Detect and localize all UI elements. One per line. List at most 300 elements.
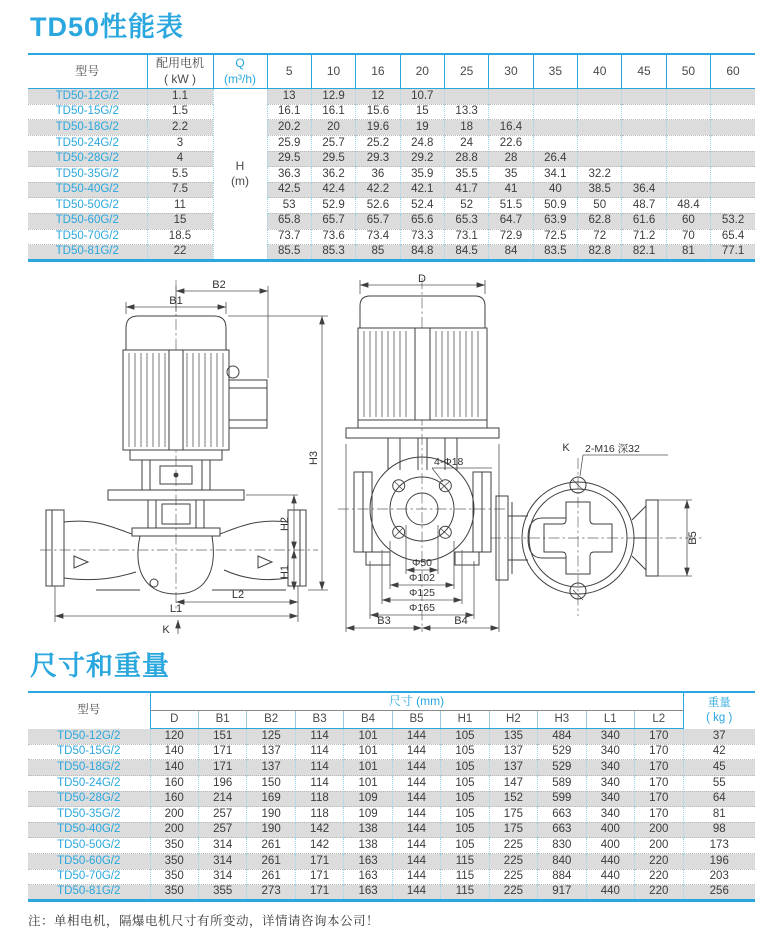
model-cell: TD50-81G/2 [28, 885, 150, 901]
head-value-cell [622, 89, 666, 105]
table-row [28, 198, 755, 214]
head-value-cell: 84.8 [400, 245, 444, 261]
dimension-value-cell: 138 [344, 838, 392, 854]
head-unit-cell [213, 89, 267, 261]
table-row [28, 854, 755, 870]
dimension-value-cell: 144 [392, 744, 440, 760]
model-cell: TD50-15G/2 [28, 104, 147, 120]
motor-kw-cell: 15 [147, 213, 213, 229]
head-value-cell [533, 120, 577, 136]
dimension-value-cell: 257 [198, 807, 246, 823]
head-value-cell: 53.2 [711, 213, 755, 229]
head-value-cell: 52 [444, 198, 488, 214]
dimension-column-header: D [150, 711, 198, 729]
dimension-value-cell: 220 [635, 885, 683, 901]
dim-label-h1: H1 [279, 564, 291, 579]
dimension-value-cell: 314 [198, 838, 246, 854]
head-value-cell: 42.5 [267, 182, 311, 198]
dimension-value-cell: 114 [295, 760, 343, 776]
dim-label-dia165: Φ165 [409, 601, 435, 614]
dimension-value-cell: 115 [441, 869, 489, 885]
head-value-cell: 84 [489, 245, 533, 261]
head-value-cell: 71.2 [622, 229, 666, 245]
weight-value-cell: 45 [683, 760, 755, 776]
motor-column-header [147, 54, 213, 89]
dimension-value-cell: 175 [489, 822, 537, 838]
flow-rate-header: 60 [711, 54, 755, 89]
motor-kw-cell: 3 [147, 135, 213, 151]
flow-rate-header: 35 [533, 54, 577, 89]
dimensions-group-header-row [28, 692, 755, 711]
dimension-value-cell: 101 [344, 760, 392, 776]
head-value-cell [711, 198, 755, 214]
head-value-cell: 73.1 [444, 229, 488, 245]
head-value-cell [622, 135, 666, 151]
head-value-cell: 73.4 [356, 229, 400, 245]
head-value-cell: 73.6 [311, 229, 355, 245]
head-value-cell: 52.9 [311, 198, 355, 214]
dimension-value-cell: 225 [489, 885, 537, 901]
dimension-value-cell: 196 [198, 776, 246, 792]
model-cell: TD50-12G/2 [28, 89, 147, 105]
table-row [28, 838, 755, 854]
head-value-cell: 24 [444, 135, 488, 151]
head-value-cell [578, 120, 622, 136]
head-value-cell [711, 104, 755, 120]
dimension-value-cell: 114 [295, 744, 343, 760]
dimension-value-cell: 225 [489, 869, 537, 885]
head-value-cell: 62.8 [578, 213, 622, 229]
dimension-value-cell: 314 [198, 869, 246, 885]
performance-table-body [28, 89, 755, 261]
head-value-cell: 48.4 [666, 198, 710, 214]
dimension-value-cell: 138 [344, 822, 392, 838]
table-row [28, 744, 755, 760]
motor-kw-cell: 1.5 [147, 104, 213, 120]
weight-column-unit: ( kg ) [706, 711, 733, 724]
head-value-cell: 18 [444, 120, 488, 136]
flow-rate-header: 30 [489, 54, 533, 89]
head-value-cell: 15 [400, 104, 444, 120]
dimension-value-cell: 170 [635, 760, 683, 776]
dimension-value-cell: 144 [392, 791, 440, 807]
head-value-cell: 65.4 [711, 229, 755, 245]
dimension-value-cell: 314 [198, 854, 246, 870]
head-value-cell: 48.7 [622, 198, 666, 214]
dimension-value-cell: 160 [150, 791, 198, 807]
flow-column-unit: (m³/h) [224, 71, 256, 86]
dimension-value-cell: 350 [150, 885, 198, 901]
weight-value-cell: 55 [683, 776, 755, 792]
dimension-value-cell: 101 [344, 744, 392, 760]
dimension-value-cell: 152 [489, 791, 537, 807]
weight-value-cell: 81 [683, 807, 755, 823]
head-value-cell: 65.6 [400, 213, 444, 229]
dimension-value-cell: 137 [489, 760, 537, 776]
performance-table [28, 53, 755, 262]
dimension-value-cell: 105 [441, 729, 489, 745]
head-value-cell: 64.7 [489, 213, 533, 229]
dimension-value-cell: 830 [538, 838, 586, 854]
motor-column-unit: ( kW ) [164, 71, 196, 86]
dimension-value-cell: 150 [247, 776, 295, 792]
dimension-value-cell: 261 [247, 854, 295, 870]
flow-column-label: Q [235, 56, 245, 70]
head-value-cell [666, 182, 710, 198]
dimension-value-cell: 340 [586, 729, 634, 745]
pump-top-view-drawing [488, 438, 713, 628]
dimension-value-cell: 140 [150, 744, 198, 760]
dimension-value-cell: 120 [150, 729, 198, 745]
dimension-value-cell: 220 [635, 869, 683, 885]
head-value-cell [622, 104, 666, 120]
dimension-value-cell: 115 [441, 854, 489, 870]
head-value-cell: 13 [267, 89, 311, 105]
dimension-value-cell: 109 [344, 807, 392, 823]
table-row [28, 760, 755, 776]
head-value-cell: 16.1 [267, 104, 311, 120]
dimension-value-cell: 840 [538, 854, 586, 870]
dimension-value-cell: 261 [247, 838, 295, 854]
head-value-cell: 25.7 [311, 135, 355, 151]
head-value-cell: 25.9 [267, 135, 311, 151]
table-row [28, 167, 755, 183]
motor-column-label: 配用电机 [155, 56, 204, 70]
head-value-cell: 19.6 [356, 120, 400, 136]
head-value-cell: 10.7 [400, 89, 444, 105]
view-label-k: K [162, 623, 170, 634]
dimension-column-header: B2 [247, 711, 295, 729]
weight-value-cell: 98 [683, 822, 755, 838]
head-value-cell [711, 151, 755, 167]
dimension-value-cell: 105 [441, 744, 489, 760]
head-value-cell [622, 167, 666, 183]
dimension-value-cell: 137 [489, 744, 537, 760]
head-value-cell: 72.5 [533, 229, 577, 245]
dim-label-h2: H2 [279, 516, 291, 531]
dimension-value-cell: 125 [247, 729, 295, 745]
head-value-cell: 35.9 [400, 167, 444, 183]
head-value-cell: 63.9 [533, 213, 577, 229]
dimension-value-cell: 163 [344, 854, 392, 870]
head-value-cell [622, 120, 666, 136]
model-cell: TD50-18G/2 [28, 760, 150, 776]
model-cell: TD50-70G/2 [28, 869, 150, 885]
model-cell: TD50-24G/2 [28, 776, 150, 792]
model-cell: TD50-50G/2 [28, 838, 150, 854]
table-row [28, 151, 755, 167]
dimension-value-cell: 350 [150, 838, 198, 854]
head-value-cell [711, 182, 755, 198]
dimension-value-cell: 170 [635, 807, 683, 823]
model-cell: TD50-28G/2 [28, 791, 150, 807]
dimensions-table-body [28, 729, 755, 901]
head-value-cell: 36.2 [311, 167, 355, 183]
head-value-cell [444, 89, 488, 105]
head-value-cell: 61.6 [622, 213, 666, 229]
head-value-cell: 65.7 [311, 213, 355, 229]
model-cell: TD50-18G/2 [28, 120, 147, 136]
head-value-cell [578, 104, 622, 120]
dimension-value-cell: 340 [586, 807, 634, 823]
dim-label-h3: H3 [308, 450, 320, 465]
motor-kw-cell: 22 [147, 245, 213, 261]
head-value-cell [622, 151, 666, 167]
dim-label-dia102: Φ102 [409, 571, 435, 584]
dimension-value-cell: 144 [392, 807, 440, 823]
view-label-k: K [562, 441, 570, 454]
dimension-value-cell: 105 [441, 807, 489, 823]
dimension-value-cell: 440 [586, 885, 634, 901]
flow-rate-header: 20 [400, 54, 444, 89]
dimension-value-cell: 171 [295, 869, 343, 885]
dimension-value-cell: 142 [295, 838, 343, 854]
footnote: 注：单相电机，隔爆电机尺寸有所变动，详情请咨询本公司！ [28, 913, 380, 928]
dimension-value-cell: 355 [198, 885, 246, 901]
dimension-value-cell: 170 [635, 791, 683, 807]
dimension-column-header: L2 [635, 711, 683, 729]
dimension-value-cell: 200 [635, 838, 683, 854]
head-value-cell: 42.1 [400, 182, 444, 198]
head-value-cell: 28 [489, 151, 533, 167]
model-column-header: 型号 [77, 704, 101, 717]
model-cell: TD50-81G/2 [28, 245, 147, 261]
head-value-cell [666, 135, 710, 151]
dimension-value-cell: 884 [538, 869, 586, 885]
dimension-value-cell: 160 [150, 776, 198, 792]
table-row [28, 807, 755, 823]
table-row [28, 885, 755, 901]
head-value-cell: 53 [267, 198, 311, 214]
dimension-column-header: B5 [392, 711, 440, 729]
head-value-cell: 82.1 [622, 245, 666, 261]
table-row [28, 229, 755, 245]
dimension-value-cell: 400 [586, 838, 634, 854]
head-value-cell: 52.4 [400, 198, 444, 214]
dimension-value-cell: 101 [344, 776, 392, 792]
dimension-value-cell: 144 [392, 854, 440, 870]
dimension-value-cell: 200 [635, 822, 683, 838]
dimension-value-cell: 484 [538, 729, 586, 745]
dimension-value-cell: 190 [247, 822, 295, 838]
weight-value-cell: 203 [683, 869, 755, 885]
dimension-value-cell: 529 [538, 744, 586, 760]
dimension-value-cell: 225 [489, 854, 537, 870]
flow-rate-header: 25 [444, 54, 488, 89]
motor-kw-cell: 11 [147, 198, 213, 214]
head-value-cell [666, 104, 710, 120]
dimension-value-cell: 529 [538, 760, 586, 776]
head-value-cell [666, 89, 710, 105]
dimension-value-cell: 109 [344, 791, 392, 807]
dimension-value-cell: 135 [489, 729, 537, 745]
dim-label-l2: L2 [231, 588, 245, 601]
dimension-value-cell: 200 [150, 807, 198, 823]
dimension-value-cell: 163 [344, 869, 392, 885]
head-value-cell: 85.5 [267, 245, 311, 261]
head-value-cell [578, 135, 622, 151]
head-value-cell: 83.5 [533, 245, 577, 261]
dimension-value-cell: 340 [586, 760, 634, 776]
head-value-cell: 85.3 [311, 245, 355, 261]
table-row [28, 120, 755, 136]
dimension-value-cell: 200 [150, 822, 198, 838]
dimension-value-cell: 440 [586, 869, 634, 885]
dimension-column-header: H3 [538, 711, 586, 729]
dimension-value-cell: 105 [441, 760, 489, 776]
dimension-value-cell: 214 [198, 791, 246, 807]
weight-value-cell: 196 [683, 854, 755, 870]
dimension-value-cell: 105 [441, 791, 489, 807]
dim-label-bolt-holes: 4-Φ18 [434, 455, 464, 468]
head-value-cell: 65.7 [356, 213, 400, 229]
head-value-cell: 12.9 [311, 89, 355, 105]
head-value-cell [711, 120, 755, 136]
head-value-cell [489, 104, 533, 120]
weight-value-cell: 64 [683, 791, 755, 807]
weight-value-cell: 256 [683, 885, 755, 901]
head-value-cell: 29.5 [311, 151, 355, 167]
dimension-value-cell: 190 [247, 807, 295, 823]
flow-rate-header: 16 [356, 54, 400, 89]
weight-value-cell: 37 [683, 729, 755, 745]
dimension-value-cell: 340 [586, 744, 634, 760]
flow-rate-header: 45 [622, 54, 666, 89]
dim-label-b4: B4 [454, 614, 468, 627]
flow-rate-header: 10 [311, 54, 355, 89]
dim-label-b2: B2 [212, 278, 226, 291]
dimension-value-cell: 114 [295, 776, 343, 792]
dim-label-tap: 2-M16 深32 [585, 442, 640, 455]
flow-rate-header: 40 [578, 54, 622, 89]
head-value-cell: 65.3 [444, 213, 488, 229]
head-value-cell: 29.3 [356, 151, 400, 167]
dimension-value-cell: 105 [441, 838, 489, 854]
flow-rate-header: 50 [666, 54, 710, 89]
motor-kw-cell: 1.1 [147, 89, 213, 105]
head-value-cell: 42.4 [311, 182, 355, 198]
weight-column-label: 重量 [707, 696, 731, 709]
dimension-value-cell: 140 [150, 760, 198, 776]
dimension-value-cell: 105 [441, 776, 489, 792]
motor-kw-cell: 4 [147, 151, 213, 167]
dim-label-b1: B1 [169, 294, 183, 307]
dimensions-group-header: 尺寸 (mm) [150, 692, 683, 711]
table-row [28, 776, 755, 792]
dimension-value-cell: 147 [489, 776, 537, 792]
flow-rate-header: 5 [267, 54, 311, 89]
dim-label-b3: B3 [377, 614, 391, 627]
dimension-value-cell: 142 [295, 822, 343, 838]
model-column-header: 型号 [28, 54, 147, 89]
dimension-value-cell: 105 [441, 822, 489, 838]
dimension-value-cell: 114 [295, 729, 343, 745]
dimension-value-cell: 169 [247, 791, 295, 807]
head-value-cell: 73.7 [267, 229, 311, 245]
pump-front-view-drawing [36, 278, 336, 634]
dimension-column-header: L1 [586, 711, 634, 729]
head-value-cell: 60 [666, 213, 710, 229]
dimension-value-cell: 599 [538, 791, 586, 807]
dimension-value-cell: 115 [441, 885, 489, 901]
head-value-cell [578, 151, 622, 167]
technical-drawings [0, 270, 763, 644]
head-value-cell: 12 [356, 89, 400, 105]
dimension-column-header: H2 [489, 711, 537, 729]
head-value-cell: 29.2 [400, 151, 444, 167]
head-value-cell [533, 89, 577, 105]
dim-label-dia50: Φ50 [411, 556, 433, 569]
model-cell: TD50-35G/2 [28, 167, 147, 183]
head-value-cell [711, 167, 755, 183]
motor-kw-cell: 18.5 [147, 229, 213, 245]
dimension-value-cell: 144 [392, 729, 440, 745]
table-row [28, 182, 755, 198]
head-value-cell [489, 89, 533, 105]
dimension-value-cell: 101 [344, 729, 392, 745]
head-value-cell: 50 [578, 198, 622, 214]
model-cell: TD50-35G/2 [28, 807, 150, 823]
weight-column-header [683, 692, 755, 729]
dimension-value-cell: 220 [635, 854, 683, 870]
model-cell: TD50-40G/2 [28, 182, 147, 198]
head-value-cell [533, 104, 577, 120]
motor-kw-cell: 2.2 [147, 120, 213, 136]
head-value-cell: 70 [666, 229, 710, 245]
dimension-value-cell: 144 [392, 822, 440, 838]
table-row [28, 245, 755, 261]
head-value-cell [578, 89, 622, 105]
dimensions-title: 尺寸和重量 [30, 650, 170, 681]
table-row [28, 104, 755, 120]
dimension-value-cell: 151 [198, 729, 246, 745]
head-value-cell: 73.3 [400, 229, 444, 245]
head-value-cell: 38.5 [578, 182, 622, 198]
dimension-value-cell: 175 [489, 807, 537, 823]
head-value-cell: 42.2 [356, 182, 400, 198]
head-value-cell: 19 [400, 120, 444, 136]
head-value-cell: 36.3 [267, 167, 311, 183]
dimension-value-cell: 225 [489, 838, 537, 854]
head-value-cell [666, 151, 710, 167]
dimension-value-cell: 273 [247, 885, 295, 901]
dimension-value-cell: 917 [538, 885, 586, 901]
head-value-cell [711, 135, 755, 151]
head-value-cell: 15.6 [356, 104, 400, 120]
dimension-value-cell: 170 [635, 744, 683, 760]
model-cell: TD50-15G/2 [28, 744, 150, 760]
head-value-cell: 84.5 [444, 245, 488, 261]
dimension-value-cell: 400 [586, 822, 634, 838]
head-value-cell [533, 135, 577, 151]
dimension-value-cell: 350 [150, 869, 198, 885]
dimension-value-cell: 144 [392, 869, 440, 885]
head-unit: (m) [231, 173, 249, 188]
head-value-cell [711, 89, 755, 105]
flow-column-header [213, 54, 267, 89]
head-value-cell: 32.2 [578, 167, 622, 183]
head-value-cell: 35.5 [444, 167, 488, 183]
dimension-value-cell: 663 [538, 822, 586, 838]
table-row [28, 791, 755, 807]
dimension-value-cell: 257 [198, 822, 246, 838]
head-value-cell: 35 [489, 167, 533, 183]
model-cell: TD50-24G/2 [28, 135, 147, 151]
dimension-value-cell: 340 [586, 791, 634, 807]
table-row [28, 89, 755, 105]
dimensions-table [28, 691, 755, 902]
model-cell: TD50-70G/2 [28, 229, 147, 245]
